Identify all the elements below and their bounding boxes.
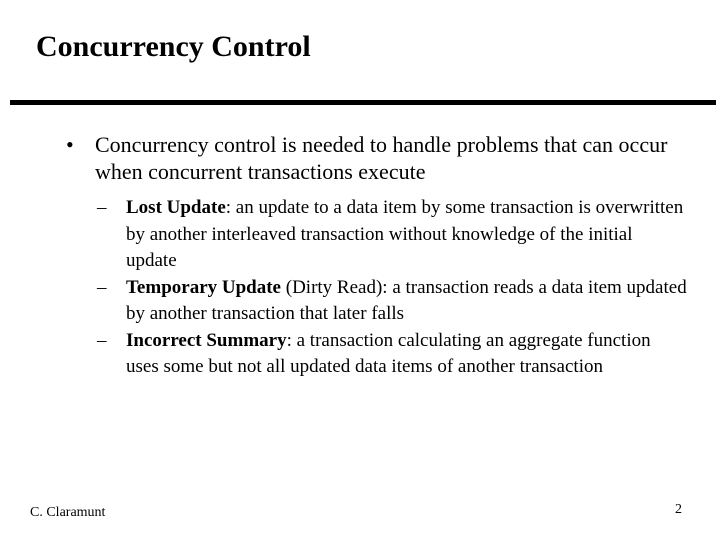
description-incorrect-summary: : a transaction calculating an aggregate function uses some but not all updated data items of another transaction bbox=[126, 329, 651, 377]
sub-bullet-dash: – bbox=[97, 329, 107, 351]
term-temporary-update: Temporary Update bbox=[126, 276, 281, 298]
bullet-marker: • bbox=[66, 132, 74, 157]
main-bullet bbox=[66, 131, 686, 185]
page-number: 2 bbox=[675, 502, 682, 517]
sub-bullet-lost-update bbox=[97, 195, 687, 275]
footer-author: C. Claramunt bbox=[30, 505, 106, 520]
sub-bullet-text bbox=[126, 328, 687, 381]
main-bullet-text: Concurrency control is needed to handle problems that can occur when concurrent transactions execute bbox=[95, 132, 668, 184]
slide-title: Concurrency Control bbox=[36, 30, 311, 63]
sub-bullet-incorrect-summary bbox=[97, 328, 687, 381]
title-divider bbox=[10, 100, 716, 105]
sub-bullet-text bbox=[126, 275, 687, 328]
sub-bullet-temporary-update bbox=[97, 275, 687, 328]
description-temporary-update: (Dirty Read): a transaction reads a data item updated by another transaction that later falls bbox=[126, 276, 687, 324]
sub-bullet-list bbox=[97, 195, 687, 381]
sub-bullet-text bbox=[126, 195, 687, 275]
sub-bullet-dash: – bbox=[97, 197, 107, 218]
sub-bullet-dash: – bbox=[97, 276, 107, 298]
description-lost-update: : an update to a data item by some transaction is overwritten by another interleaved transaction without knowledge of the initial update bbox=[126, 197, 684, 271]
term-incorrect-summary: Incorrect Summary bbox=[126, 329, 287, 351]
term-lost-update: Lost Update bbox=[126, 197, 226, 218]
